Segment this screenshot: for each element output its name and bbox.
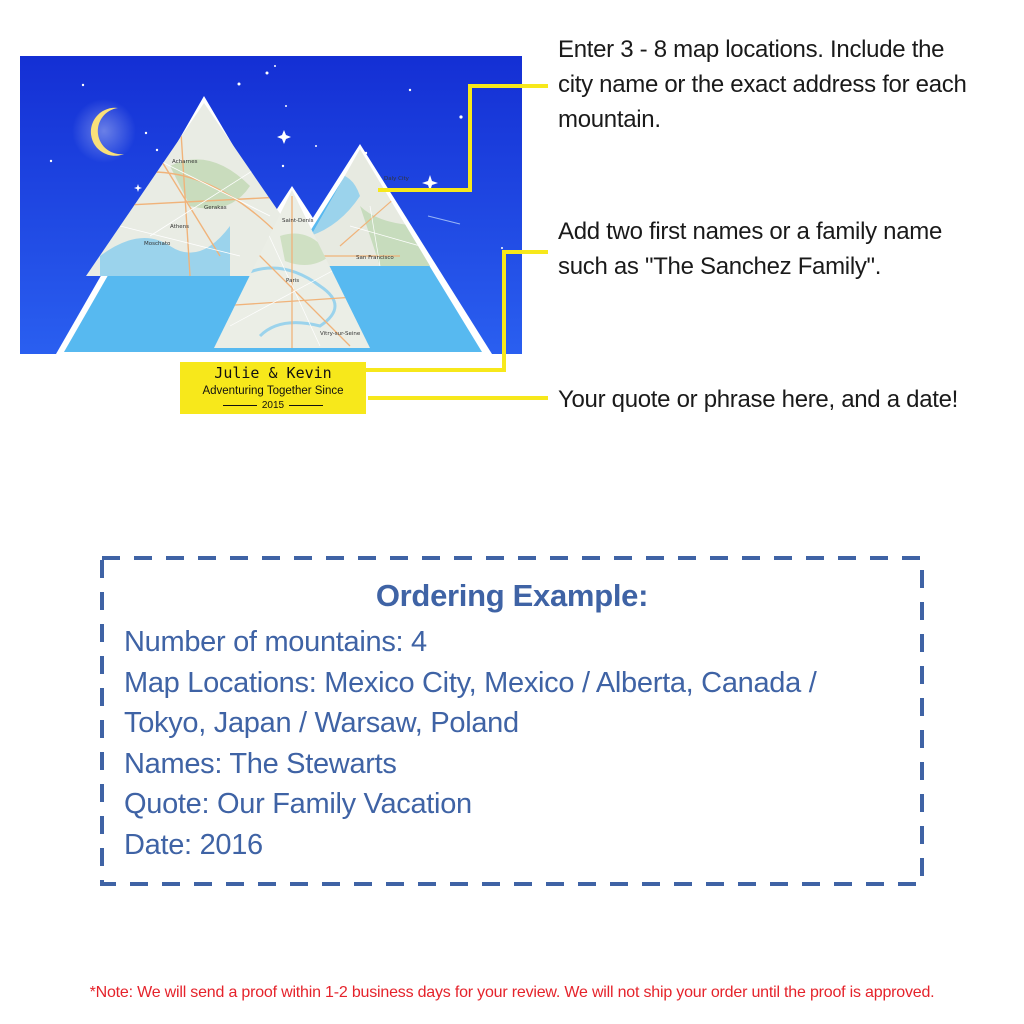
order-line-mountains: Number of mountains: 4 [124, 626, 427, 658]
map-label-2: Athens [170, 224, 190, 230]
ordering-example-box [100, 556, 924, 886]
names-text: Julie & Kevin [214, 364, 332, 382]
leader-line-locations [378, 86, 548, 190]
proof-note: *Note: We will send a proof within 1-2 business days for your review. We will not ship your order until the proof is approved. [89, 984, 935, 1001]
leader-line-names [352, 252, 548, 370]
order-line-map-locations: Map Locations: Mexico City, Mexico / Alberta, Canada / Tokyo, Japan / Warsaw, Poland [124, 666, 817, 739]
callout-map-locations: Enter 3 - 8 map locations. Include the city name or the exact address for each mountain. [558, 36, 967, 133]
map-label-8: Daly City [384, 176, 409, 182]
ordering-example-title: Ordering Example: [375, 578, 649, 613]
map-label-5: Paris [286, 278, 300, 284]
order-line-quote: Quote: Our Family Vacation [124, 788, 472, 820]
callout-names: Add two first names or a family name such as "The Sanchez Family". [558, 218, 943, 280]
order-line-names: Names: The Stewarts [124, 747, 397, 780]
map-label-6: Vitry-sur-Seine [320, 331, 361, 337]
ordering-example-list [124, 622, 904, 865]
callout-quote-date: Your quote or phrase here, and a date! [558, 386, 959, 413]
map-label-0: Acharnes [172, 159, 198, 165]
map-label-1: Gerakas [204, 205, 227, 211]
map-label-7: San Francisco [356, 255, 394, 261]
map-label-4: Saint-Denis [282, 218, 314, 224]
year-text: 2015 [180, 399, 366, 412]
phrase-text: Adventuring Together Since [202, 385, 344, 397]
map-label-3: Moschato [144, 241, 171, 247]
order-line-date: Date: 2016 [124, 828, 263, 861]
